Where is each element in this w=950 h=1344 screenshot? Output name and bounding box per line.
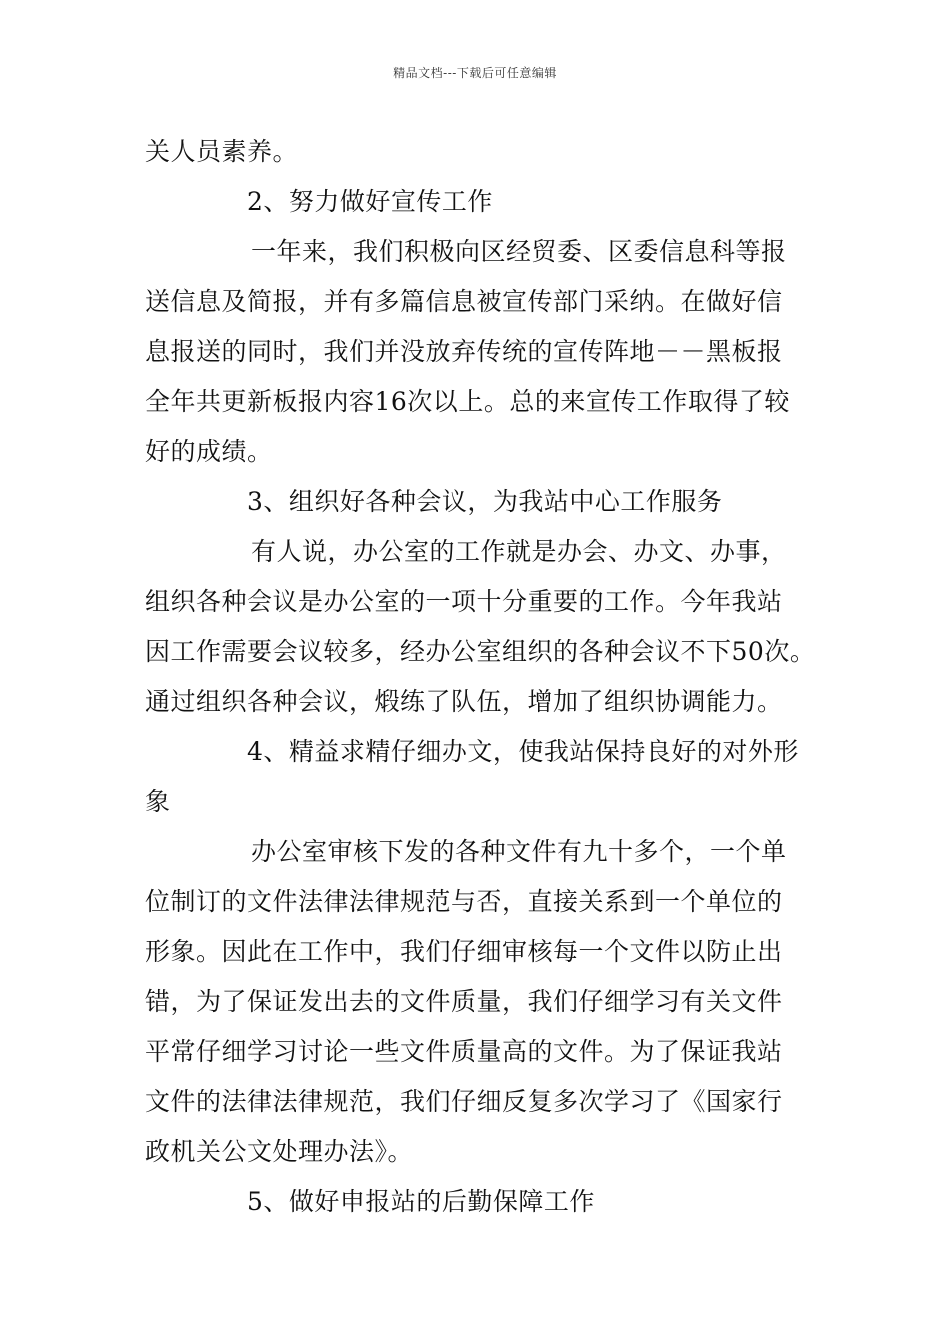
body-line: 平常仔细学习讨论一些文件质量高的文件。为了保证我站	[145, 1037, 783, 1066]
body-line: 形象。因此在工作中，我们仔细审核每一个文件以防止出	[145, 937, 783, 966]
body-line: 全年共更新板报内容16次以上。总的来宣传工作取得了较	[145, 387, 790, 416]
body-line: 因工作需要会议较多，经办公室组织的各种会议不下50次。	[145, 637, 816, 666]
body-line: 错，为了保证发出去的文件质量，我们仔细学习有关文件	[145, 987, 783, 1016]
section-heading: 2、努力做好宣传工作	[247, 187, 493, 216]
body-line: 政机关公文处理办法》。	[145, 1137, 414, 1166]
section-heading: 5、做好申报站的后勤保障工作	[247, 1187, 595, 1216]
body-line: 组织各种会议是办公室的一项十分重要的工作。今年我站	[145, 587, 783, 616]
body-line: 通过组织各种会议，煅练了队伍，增加了组织协调能力。	[145, 687, 783, 716]
page-header: 精品文档---下载后可任意编辑	[393, 66, 557, 80]
body-line: 位制订的文件法律法律规范与否，直接关系到一个单位的	[145, 887, 783, 916]
body-line: 一年来，我们积极向区经贸委、区委信息科等报	[251, 237, 787, 266]
section-heading: 3、组织好各种会议，为我站中心工作服务	[247, 487, 723, 516]
body-line: 办公室审核下发的各种文件有九十多个，一个单	[251, 837, 787, 866]
body-line: 象	[145, 787, 171, 816]
document-body	[145, 127, 815, 1227]
body-line: 有人说，办公室的工作就是办会、办文、办事，	[251, 537, 787, 566]
body-line: 关人员素养。	[145, 137, 299, 166]
body-line: 文件的法律法律规范，我们仔细反复多次学习了《国家行	[145, 1087, 783, 1116]
body-line: 送信息及简报，并有多篇信息被宣传部门采纳。在做好信	[145, 287, 783, 316]
body-line: 息报送的同时，我们并没放弃传统的宣传阵地－－黑板报	[145, 337, 783, 366]
section-heading: 4、精益求精仔细办文，使我站保持良好的对外形	[247, 737, 799, 766]
body-line: 好的成绩。	[145, 437, 273, 466]
